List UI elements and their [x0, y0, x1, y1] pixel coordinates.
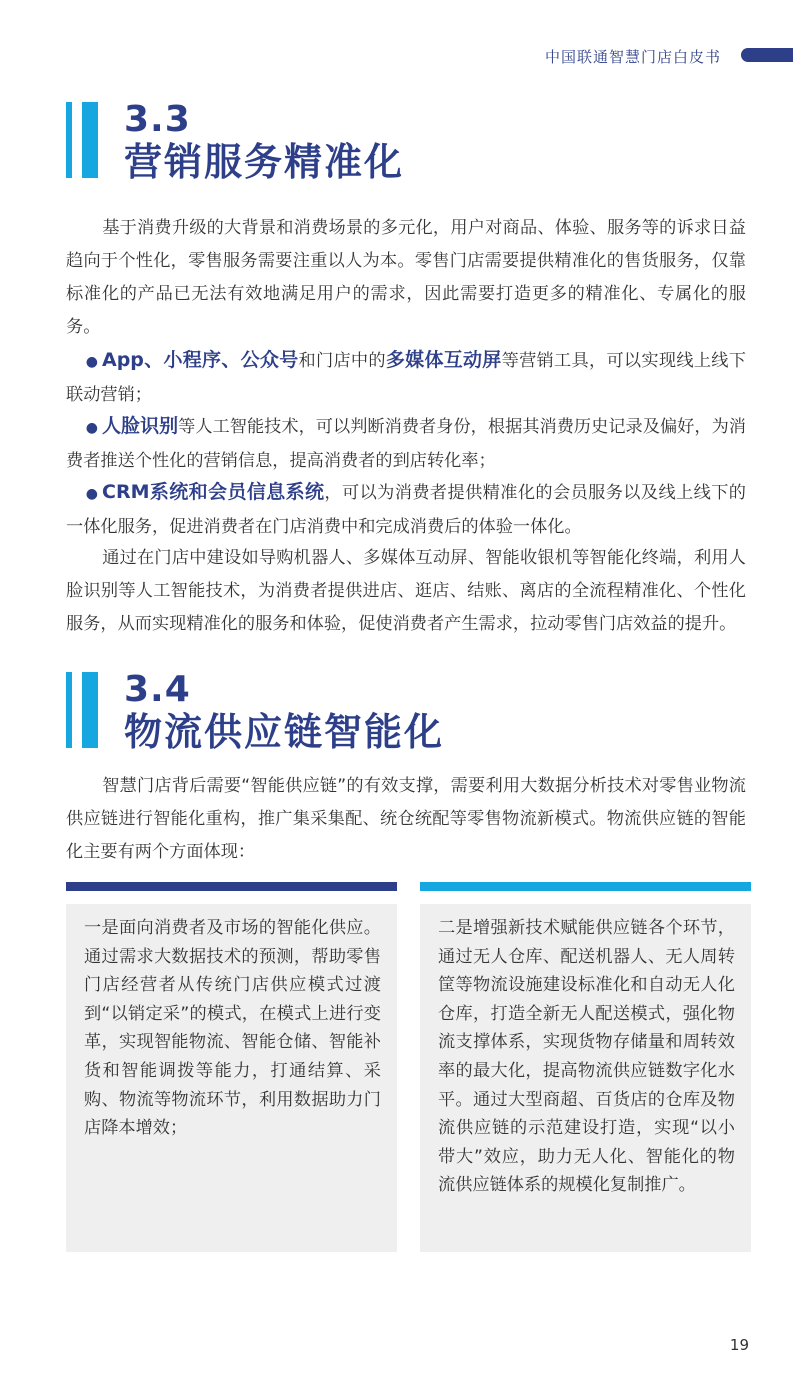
bullet-item: ● App、小程序、公众号和门店中的多媒体互动屏等营销工具，可以实现线上线下联动营销；: [66, 344, 746, 412]
section-number: 3.4: [124, 669, 191, 710]
bullet-item: ● 人脸识别等人工智能技术，可以判断消费者身份，根据其消费历史记录及偏好，为消费者推送个性化的营销信息，提高消费者的到店转化率；: [66, 410, 746, 478]
paragraph-intro: 基于消费升级的大背景和消费场景的多元化，用户对商品、体验、服务等的诉求日益趋向于个性化，零售服务需要注重以人为本。零售门店需要提供精准化的售货服务，仅靠标准化的产品已无法有效地满足用户的需求，因此需要打造更多的精准化、专属化的服务。: [66, 218, 746, 337]
right-box-text: 二是增强新技术赋能供应链各个环节，通过无人仓库、配送机器人、无人周转筐等物流设施建设标准化和自动无人化仓库，打造全新无人配送模式，强化物流支撑体系，实现货物存储量和周转效率的最大化，提高物流供应链数字化水平。通过大型商超、百货店的仓库及物流供应链的示范建设打造，实现“以小带大”效应，助力无人化、智能化的物流供应链体系的规模化复制推广。: [438, 918, 735, 1196]
section-number: 3.3: [124, 99, 191, 140]
bullet-item: ● CRM系统和会员信息系统，可以为消费者提供精准化的会员服务以及线上线下的一体化服务，促进消费者在门店消费中和完成消费后的体验一体化。: [66, 476, 746, 544]
section-title: 物流供应链智能化: [124, 710, 445, 754]
right-info-box: [420, 904, 751, 1252]
bullet-dot-icon: ●: [85, 420, 98, 436]
paragraph-closing: 通过在门店中建设如导购机器人、多媒体互动屏、智能收银机等智能化终端，利用人脸识别等人工智能技术，为消费者提供进店、逛店、结账、离店的全流程精准化、个性化服务，从而实现精准化的服务和体验，促使消费者产生需求，拉动零售门店效益的提升。: [66, 548, 746, 634]
right-box-rule: [420, 882, 751, 891]
page-number: 19: [729, 1336, 749, 1354]
left-box-text: 一是面向消费者及市场的智能化供应。通过需求大数据技术的预测，帮助零售门店经营者从传统门店供应模式过渡到“以销定采”的模式，在模式上进行变革，实现智能物流、智能仓储、智能补货和智能调拨等能力，打通结算、采购、物流等物流环节，利用数据助力门店降本增效；: [84, 918, 381, 1139]
bullet-dot-icon: ●: [85, 486, 98, 502]
document-title: 中国联通智慧门店白皮书: [544, 48, 721, 66]
header-tab-decoration: [741, 48, 793, 62]
section-title: 营销服务精准化: [124, 140, 405, 184]
section-heading-bars: [66, 102, 104, 178]
left-info-box: [66, 904, 397, 1252]
section-heading-bars: [66, 672, 104, 748]
bullet-dot-icon: ●: [85, 354, 98, 370]
left-box-rule: [66, 882, 397, 891]
paragraph-intro: 智慧门店背后需要“智能供应链”的有效支撑，需要利用大数据分析技术对零售业物流供应链进行智能化重构，推广集采集配、统仓统配等零售物流新模式。物流供应链的智能化主要有两个方面体现：: [66, 776, 746, 862]
